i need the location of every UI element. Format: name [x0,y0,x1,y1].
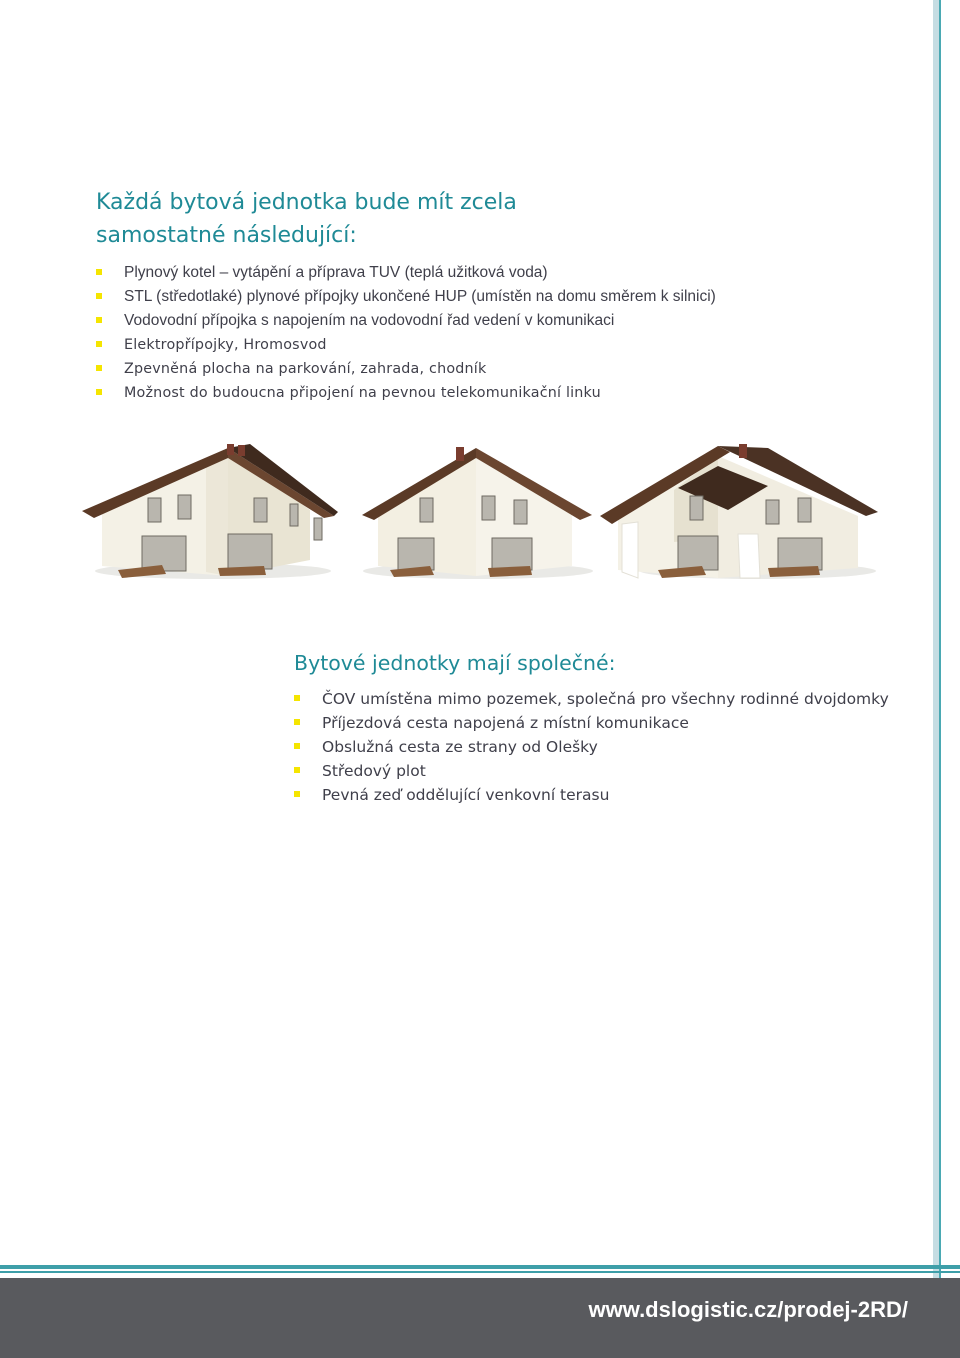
list-item: Obslužná cesta ze strany od Olešky [294,735,889,759]
list-item: Středový plot [294,759,889,783]
bullet-square-icon [294,719,300,725]
section2-heading: Bytové jednotky mají společné: [294,651,616,675]
house-1 [82,444,338,579]
bullet-square-icon [96,293,102,299]
section1-list [96,261,716,405]
bullet-square-icon [96,341,102,347]
footer-divider [0,1265,960,1269]
section1-heading [96,186,517,252]
house-3 [600,444,878,579]
bullet-square-icon [294,791,300,797]
section2-list [294,687,889,807]
bullet-square-icon [294,767,300,773]
list-item: STL (středotlaké) plynové přípojky ukončené HUP (umístěn na domu směrem k silnici) [96,285,716,309]
list-item: Plynový kotel – vytápění a příprava TUV (teplá užitková voda) [96,261,716,285]
right-margin-rule-accent [939,0,941,1358]
footer-bar [0,1278,960,1358]
houses-illustration [78,438,888,588]
house-2 [362,447,593,579]
bullet-square-icon [294,695,300,701]
bullet-square-icon [96,269,102,275]
bullet-square-icon [96,365,102,371]
footer-website-link[interactable]: www.dslogistic.cz/prodej-2RD/ [588,1297,908,1322]
list-item: ČOV umístěna mimo pozemek, společná pro všechny rodinné dvojdomky [294,687,889,711]
list-item: Pevná zeď oddělující venkovní terasu [294,783,889,807]
list-item: Elektropřípojky, Hromosvod [96,333,716,357]
list-item: Příjezdová cesta napojená z místní komunikace [294,711,889,735]
list-item: Vodovodní přípojka s napojením na vodovodní řad vedení v komunikaci [96,309,716,333]
section1-heading-line2: samostatné následující: [96,223,357,248]
list-item: Možnost do budoucna připojení na pevnou telekomunikační linku [96,381,716,405]
footer-divider-thin [0,1271,960,1273]
bullet-square-icon [96,389,102,395]
bullet-square-icon [96,317,102,323]
bullet-square-icon [294,743,300,749]
section1-heading-line1: Každá bytová jednotka bude mít zcela [96,190,517,215]
list-item: Zpevněná plocha na parkování, zahrada, chodník [96,357,716,381]
